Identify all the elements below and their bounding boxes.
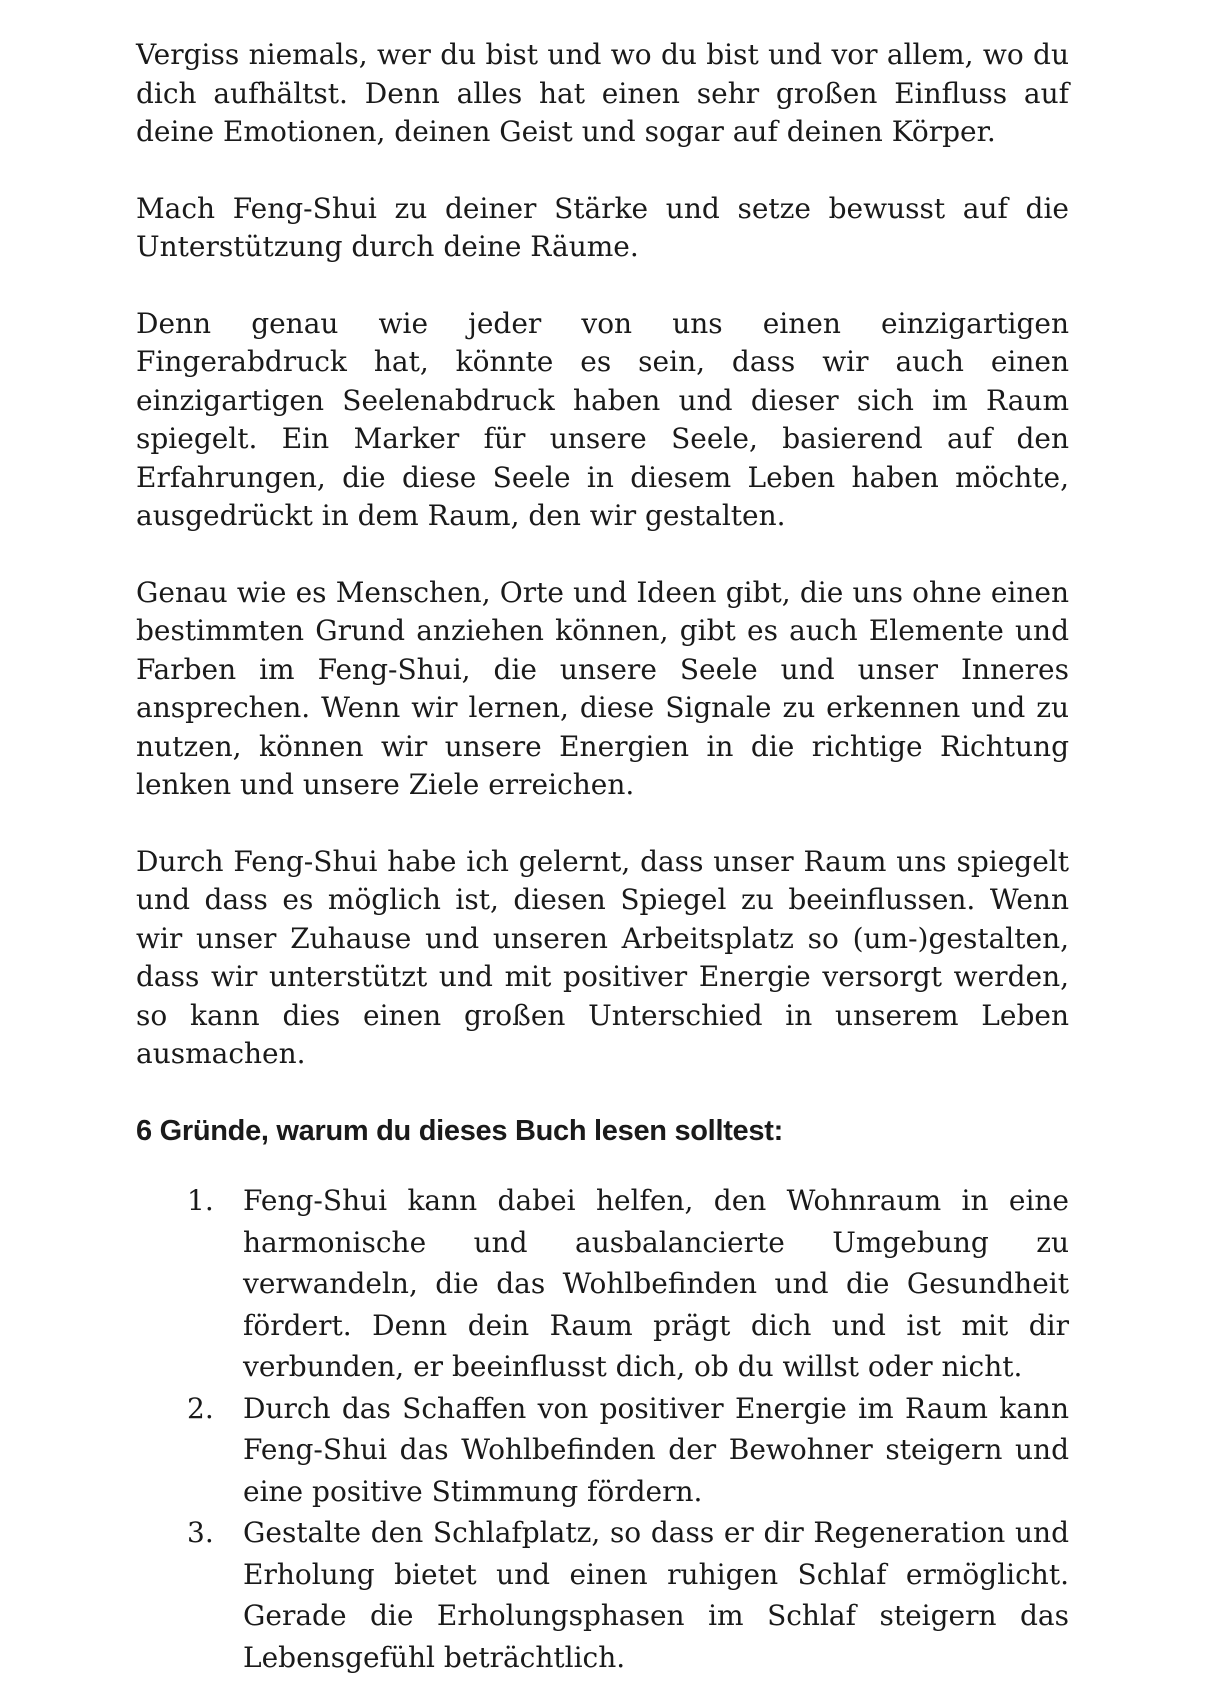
paragraph-3: Denn genau wie jeder von uns einen einzigartigen Fingerabdruck hat, könnte es sein, dass wir auch einen einzigartigen Seelenabdruck haben und dieser sich im Raum spiegelt. Ein Marker für unsere Seele, basierend auf den Erfahrungen, die diese Seele in diesem Leben haben möchte, ausgedrückt in dem Raum, den wir gestalten. [136,306,1069,532]
list-item-text: Gestalte den Schlafplatz, so dass er dir Regeneration und Erholung bietet und einen ruhigen Schlaf ermöglicht. Gerade die Erholungsphasen im Schlaf steigern das Lebensgefühl beträchtlich. [243,1516,1069,1674]
list-item [187,1388,1069,1513]
list-item-text: Feng-Shui kann dabei helfen, den Wohnraum in eine harmonische und ausbalancierte Umgebung zu verwandeln, die das Wohlbefinden und die Gesundheit fördert. Denn dein Raum prägt dich und ist mit dir verbunden, er beeinflusst dich, ob du willst oder nicht. [243,1184,1069,1383]
section-heading: 6 Gründe, warum du dieses Buch lesen solltest: [136,1114,783,1147]
list-item [187,1512,1069,1678]
list-item-number: 3. [187,1516,214,1549]
list-item-text: Durch das Schaffen von positiver Energie im Raum kann Feng-Shui das Wohlbefinden der Bewohner steigern und eine positive Stimmung fördern. [243,1391,1069,1508]
reasons-list [136,1180,1069,1678]
paragraph-1: Vergiss niemals, wer du bist und wo du bist und vor allem, wo du dich aufhältst. Denn alles hat einen sehr großen Einfluss auf deine Emotionen, deinen Geist und sogar auf deinen Körper. [136,38,1069,148]
paragraph-4: Genau wie es Menschen, Orte und Ideen gibt, die uns ohne einen bestimmten Grund anziehen können, gibt es auch Elemente und Farben im Feng-Shui, die unsere Seele und unser Inneres ansprechen. Wenn wir lernen, diese Signale zu erkennen und zu nutzen, können wir unsere Energien in die richtige Richtung lenken und unsere Ziele erreichen. [136,575,1069,801]
list-item-number: 1. [187,1184,214,1217]
list-item-number: 2. [187,1391,214,1425]
paragraph-2: Mach Feng-Shui zu deiner Stärke und setze bewusst auf die Unterstützung durch deine Räume. [136,191,1069,263]
list-item [187,1180,1069,1388]
document-page [136,36,1069,1678]
paragraph-5: Durch Feng-Shui habe ich gelernt, dass unser Raum uns spiegelt und dass es möglich ist, diesen Spiegel zu beeinflussen. Wenn wir unser Zuhause und unseren Arbeitsplatz so (um-)gestalten, dass wir unterstützt und mit positiver Energie versorgt werden, so kann dies einen großen Unterschied in unserem Leben ausmachen. [136,844,1069,1070]
